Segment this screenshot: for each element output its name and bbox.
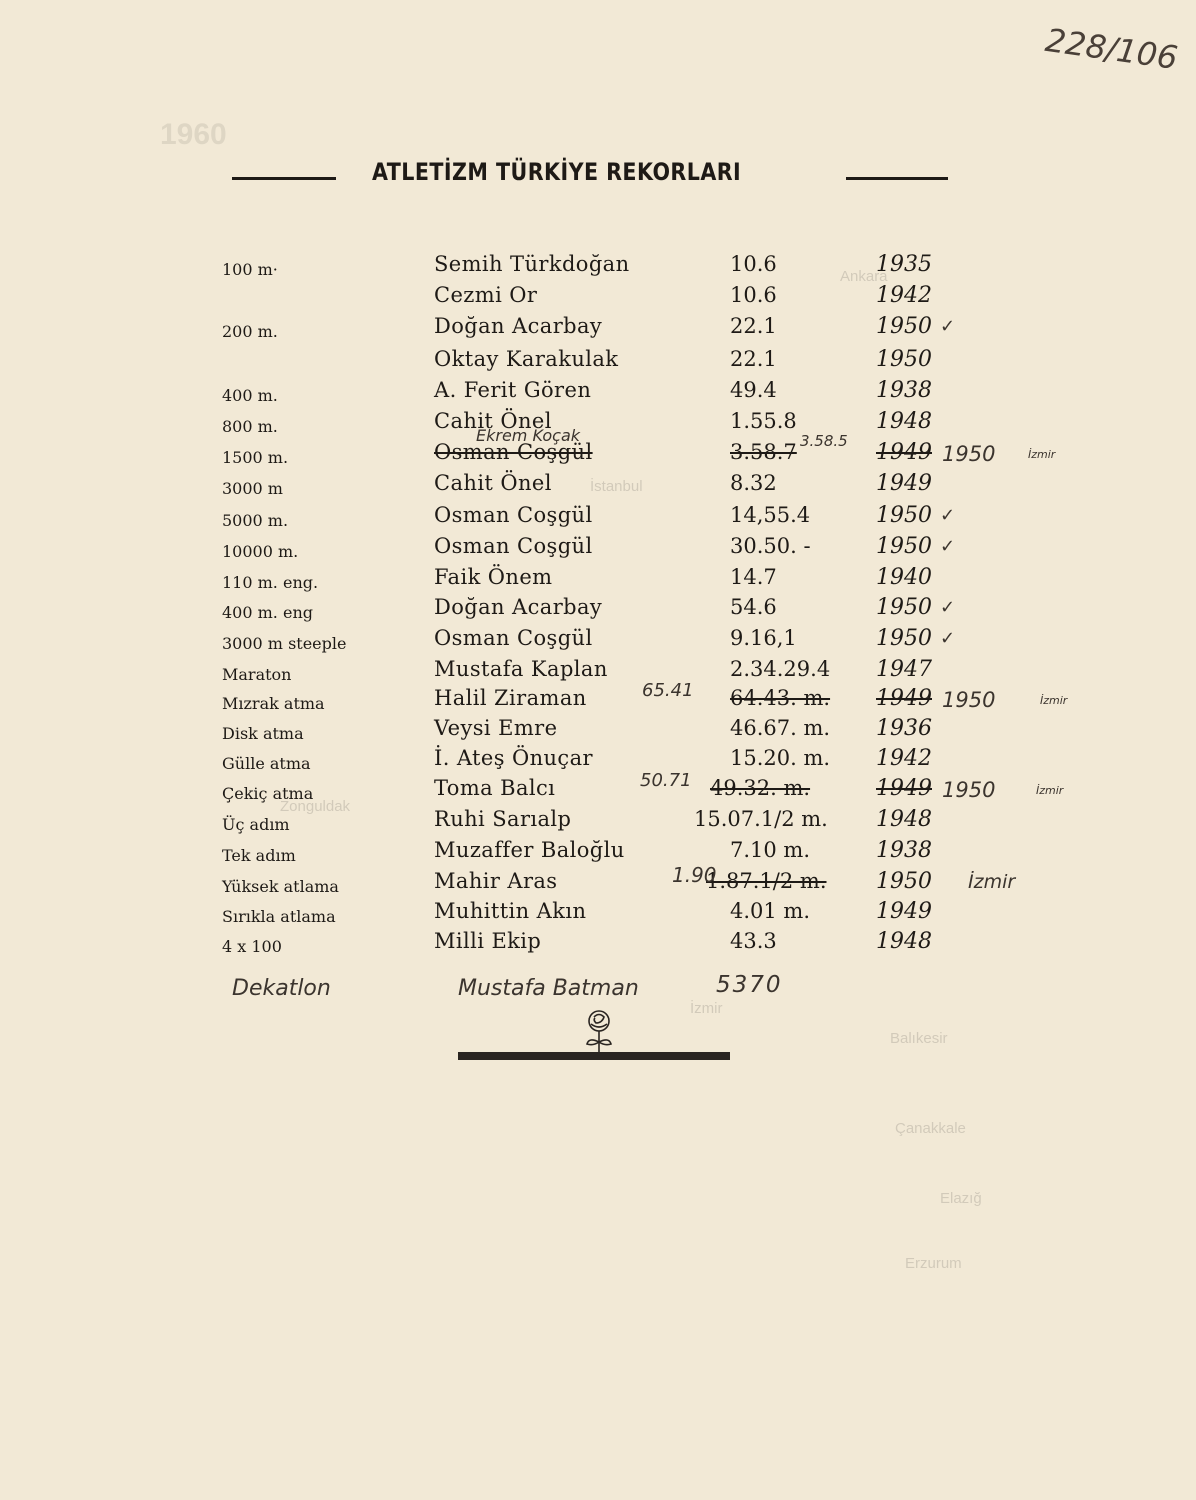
handwritten-folio-number: 228/106 <box>1043 20 1180 78</box>
record-row <box>0 929 1196 960</box>
record-row <box>0 409 1196 440</box>
record-row <box>0 565 1196 596</box>
record-year: 1940 <box>876 565 932 590</box>
handwritten-note: İzmir <box>1036 784 1064 797</box>
record-mark: 22.1 <box>730 347 777 371</box>
athlete-name: Mustafa Kaplan <box>434 657 608 681</box>
athlete-name: Cahit Önel <box>434 409 552 433</box>
athlete-name: Milli Ekip <box>434 929 542 953</box>
record-mark: 1.87.1/2 m. <box>706 869 827 893</box>
handwritten-event: Dekatlon <box>232 976 331 1001</box>
bleed-through-text: Zonguldak <box>280 798 351 815</box>
record-year: 1949 <box>876 471 932 496</box>
athlete-name: Cahit Önel <box>434 471 552 495</box>
handwritten-correction: 50.71 <box>640 770 692 791</box>
event-name: Yüksek atlama <box>222 877 339 896</box>
record-mark: 46.67. m. <box>730 716 831 740</box>
bleed-through-text: Balıkesir <box>890 1030 948 1047</box>
handwritten-note: İzmir <box>1028 448 1056 461</box>
handwritten-note: İzmir <box>968 871 1016 893</box>
record-mark: 15.20. m. <box>730 746 831 770</box>
record-year: 1938 <box>876 378 932 403</box>
athlete-name: Doğan Acarbay <box>434 314 603 338</box>
record-year: 1938 <box>876 838 932 863</box>
record-year: 1950 <box>876 534 932 559</box>
event-name: 400 m. eng <box>222 603 313 622</box>
athlete-name: Muzaffer Baloğlu <box>434 838 625 862</box>
record-mark: 49.32. m. <box>710 776 811 800</box>
handwritten-checkmark: ✓ <box>940 316 956 337</box>
handwritten-correction: 3.58.5 <box>800 432 848 450</box>
record-year: 1948 <box>876 929 932 954</box>
handwritten-correction: Ekrem Koçak <box>476 426 581 445</box>
record-row <box>0 534 1196 565</box>
record-mark: 7.10 m. <box>730 838 811 862</box>
event-name: Çekiç atma <box>222 784 314 803</box>
event-name: 800 m. <box>222 417 278 436</box>
athlete-name: Mahir Aras <box>434 869 558 893</box>
event-name: Sırıkla atlama <box>222 907 336 926</box>
record-mark: 3.58.7 <box>730 440 797 464</box>
handwritten-correction: 1950 <box>942 688 996 712</box>
handwritten-correction: 1.90 <box>672 863 717 887</box>
record-year: 1950 <box>876 626 932 651</box>
record-year: 1948 <box>876 807 932 832</box>
record-year: 1950 <box>876 347 932 372</box>
record-year: 1950 <box>876 595 932 620</box>
event-name: Tek adım <box>222 846 296 865</box>
athlete-name: İ. Ateş Önuçar <box>434 746 593 770</box>
athlete-name: Halil Ziraman <box>434 686 587 710</box>
athlete-name: Osman Coşgül <box>434 534 593 558</box>
athlete-name: Osman Coşgül <box>434 626 593 650</box>
record-row <box>0 595 1196 626</box>
record-mark: 9.16,1 <box>730 626 797 650</box>
athlete-name: Faik Önem <box>434 565 553 589</box>
handwritten-checkmark: ✓ <box>940 597 956 618</box>
record-row <box>0 716 1196 747</box>
record-year: 1949 <box>876 899 932 924</box>
record-row <box>0 899 1196 930</box>
record-mark: 14,55.4 <box>730 503 811 527</box>
record-row <box>0 283 1196 314</box>
event-name: 10000 m. <box>222 542 299 561</box>
record-row <box>0 680 1196 717</box>
event-name: 110 m. eng. <box>222 573 319 592</box>
record-year: 1935 <box>876 252 932 277</box>
record-row <box>0 770 1196 807</box>
event-name: 200 m. <box>222 322 278 341</box>
athlete-name: Veysi Emre <box>434 716 558 740</box>
handwritten-correction: 65.41 <box>642 680 694 701</box>
record-year: 1949 <box>876 440 932 465</box>
record-mark: 30.50. - <box>730 534 811 558</box>
athlete-name: Osman Coşgül <box>434 440 593 464</box>
event-name: 100 m· <box>222 260 278 279</box>
record-row <box>0 378 1196 409</box>
event-name: 3000 m <box>222 479 283 498</box>
page-title: ATLETİZM TÜRKİYE REKORLARI <box>372 158 742 186</box>
athlete-name: Muhittin Akın <box>434 899 587 923</box>
handwritten-correction: 1950 <box>942 442 996 466</box>
record-year: 1942 <box>876 746 932 771</box>
record-mark: 64.43. m. <box>730 686 831 710</box>
athlete-name: Oktay Karakulak <box>434 347 619 371</box>
handwritten-note: İzmir <box>1040 694 1068 707</box>
bleed-through-text: 1960 <box>160 118 227 151</box>
record-mark: 22.1 <box>730 314 777 338</box>
record-year: 1936 <box>876 716 932 741</box>
handwritten-checkmark: ✓ <box>940 505 956 526</box>
record-year: 1949 <box>876 686 932 711</box>
record-mark: 1.55.8 <box>730 409 797 433</box>
bleed-through-text: Çanakkale <box>895 1120 966 1137</box>
event-name: 3000 m steeple <box>222 634 347 653</box>
record-year: 1947 <box>876 657 932 682</box>
event-name: Mızrak atma <box>222 694 325 713</box>
athlete-name: A. Ferit Gören <box>434 378 592 402</box>
bleed-through-text: Erzurum <box>905 1255 962 1272</box>
record-mark: 43.3 <box>730 929 777 953</box>
handwritten-athlete: Mustafa Batman <box>458 976 639 1001</box>
athlete-name: Ruhi Sarıalp <box>434 807 572 831</box>
handwritten-checkmark: ✓ <box>940 628 956 649</box>
record-mark: 54.6 <box>730 595 777 619</box>
bleed-through-text: İstanbul <box>590 478 643 495</box>
record-row <box>0 347 1196 378</box>
record-row <box>0 746 1196 777</box>
record-mark: 49.4 <box>730 378 777 402</box>
handwritten-checkmark: ✓ <box>940 536 956 557</box>
athlete-name: Cezmi Or <box>434 283 538 307</box>
event-name: Gülle atma <box>222 754 311 773</box>
rose-ornament-icon <box>582 1008 616 1056</box>
handwritten-record-row <box>0 972 1196 1012</box>
event-name: Maraton <box>222 665 292 684</box>
record-mark: 14.7 <box>730 565 777 589</box>
event-name: 4 x 100 <box>222 937 282 956</box>
record-row <box>0 314 1196 345</box>
event-name: 1500 m. <box>222 448 289 467</box>
record-row <box>0 471 1196 502</box>
athlete-name: Osman Coşgül <box>434 503 593 527</box>
record-year: 1942 <box>876 283 932 308</box>
record-year: 1950 <box>876 503 932 528</box>
record-row <box>0 807 1196 838</box>
record-row <box>0 657 1196 688</box>
record-mark: 10.6 <box>730 283 777 307</box>
ornament-base-rule <box>458 1052 730 1060</box>
record-row <box>0 626 1196 657</box>
record-year: 1949 <box>876 776 932 801</box>
athlete-name: Semih Türkdoğan <box>434 252 630 276</box>
record-mark: 4.01 m. <box>730 899 811 923</box>
record-row <box>0 503 1196 534</box>
event-name: 400 m. <box>222 386 278 405</box>
record-year: 1948 <box>876 409 932 434</box>
record-mark: 8.32 <box>730 471 777 495</box>
bleed-through-text: Elazığ <box>940 1190 982 1207</box>
record-mark: 10.6 <box>730 252 777 276</box>
record-row <box>0 252 1196 283</box>
record-row <box>0 838 1196 869</box>
record-row <box>0 863 1196 900</box>
record-mark: 15.07.1/2 m. <box>694 807 828 831</box>
title-rule-right <box>846 177 948 180</box>
athlete-name: Toma Balcı <box>434 776 556 800</box>
title-rule-left <box>232 177 336 180</box>
athlete-name: Doğan Acarbay <box>434 595 603 619</box>
bleed-through-text: İzmir <box>690 1000 723 1017</box>
handwritten-mark: 5370 <box>716 972 783 998</box>
event-name: 5000 m. <box>222 511 289 530</box>
record-year: 1950 <box>876 869 932 894</box>
bleed-through-text: Ankara <box>840 268 888 285</box>
event-name: Disk atma <box>222 724 304 743</box>
record-mark: 2.34.29.4 <box>730 657 831 681</box>
record-year: 1950 <box>876 314 932 339</box>
handwritten-correction: 1950 <box>942 778 996 802</box>
event-name: Üç adım <box>222 815 290 834</box>
